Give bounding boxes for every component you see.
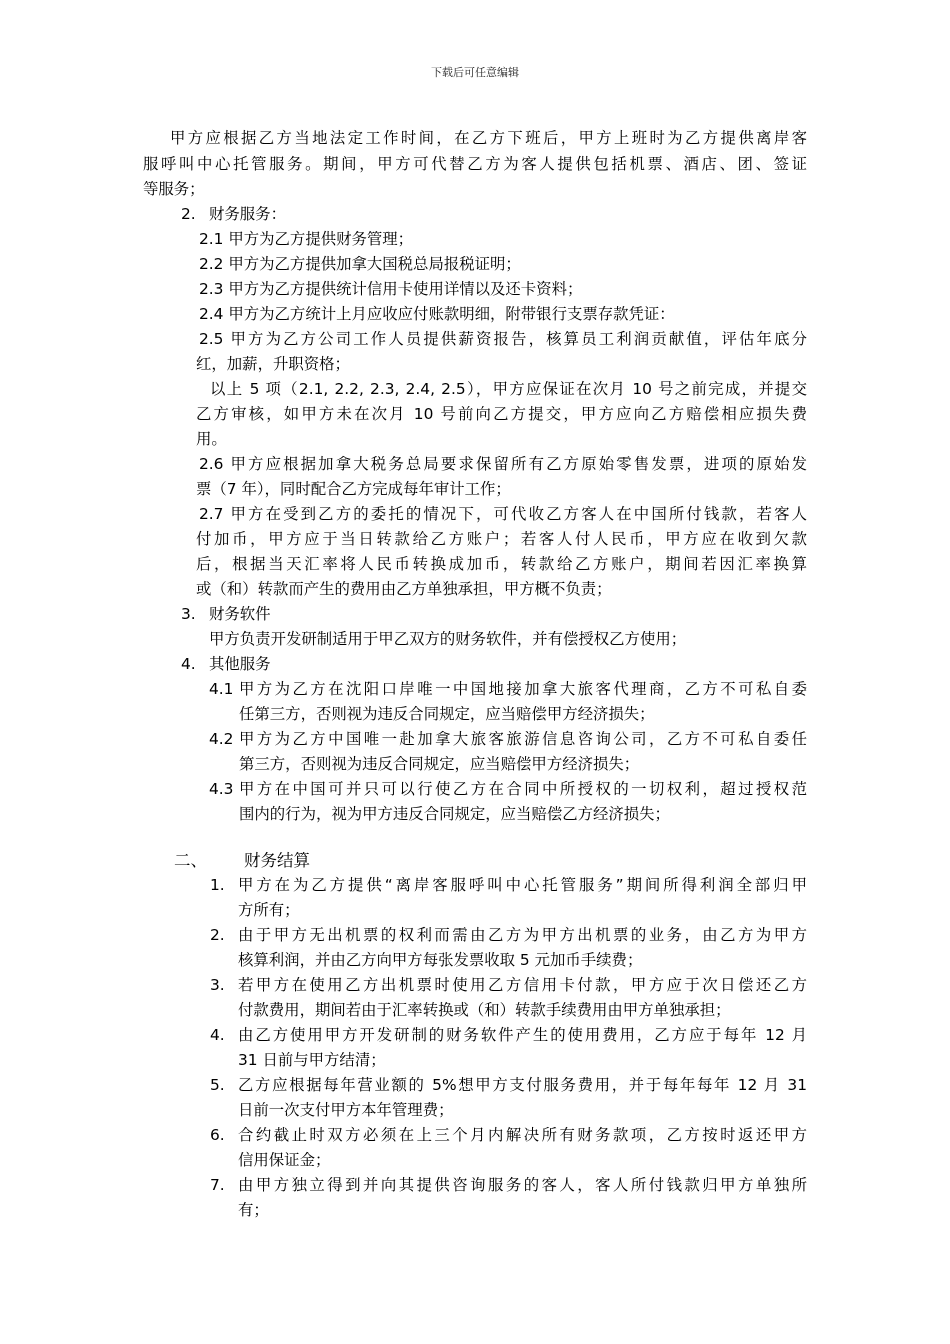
other-number: 4. xyxy=(181,655,196,673)
settlement-item-7-line-1: 由甲方独立得到并向其提供咨询服务的客人，客人所付钱款归甲方单独所 xyxy=(238,1176,807,1194)
settlement-item-3-line-1: 若甲方在使用乙方出机票时使用乙方信用卡付款，甲方应于次日偿还乙方 xyxy=(238,976,807,994)
settlement-item-5-number: 5. xyxy=(210,1076,225,1094)
settlement-item-1-number: 1. xyxy=(210,876,225,894)
finance-item-2-7-line-2: 付加币，甲方应于当日转款给乙方账户；若客人付人民币，甲方应在收到欠款 xyxy=(196,530,807,548)
finance-item-2-3: 2.3 甲方为乙方提供统计信用卡使用详情以及还卡资料； xyxy=(199,280,583,298)
settlement-item-4-number: 4. xyxy=(210,1026,225,1044)
finance-item-2-6-line-1: 2.6 甲方应根据加拿大税务总局要求保留所有乙方原始零售发票，进项的原始发 xyxy=(199,455,807,473)
settlement-item-4-line-2: 31 日前与甲方结清； xyxy=(238,1051,386,1069)
finance-note-line-1: 以上 5 项（2.1, 2.2, 2.3, 2.4, 2.5），甲方应保证在次月 10 号之前完成，并提交 xyxy=(210,380,807,398)
settlement-item-6-line-1: 合约截止时双方必须在上三个月内解决所有财务款项，乙方按时返还甲方 xyxy=(238,1126,807,1144)
settlement-item-1-line-2: 方所有； xyxy=(238,901,300,919)
settlement-item-2-line-1: 由于甲方无出机票的权利而需由乙方为甲方出机票的业务，由乙方为甲方 xyxy=(238,926,807,944)
finance-item-2-1: 2.1 甲方为乙方提供财务管理； xyxy=(199,230,414,248)
other-item-4-2-line-1: 甲方为乙方中国唯一赴加拿大旅客旅游信息咨询公司，乙方不可私自委任 xyxy=(239,730,807,748)
settlement-item-1-line-1: 甲方在为乙方提供“离岸客服呼叫中心托管服务”期间所得利润全部归甲 xyxy=(238,876,807,894)
finance-note-line-2: 乙方审核，如甲方未在次月 10 号前向乙方提交，甲方应向乙方赔偿相应损失费 xyxy=(196,405,807,423)
settlement-item-7-line-2: 有； xyxy=(238,1201,269,1219)
software-title: 财务软件 xyxy=(209,605,271,623)
intro-line-3: 等服务； xyxy=(143,180,205,198)
other-item-4-1-line-2: 任第三方，否则视为违反合同规定，应当赔偿甲方经济损失； xyxy=(239,705,655,723)
finance-item-2-2: 2.2 甲方为乙方提供加拿大国税总局报税证明； xyxy=(199,255,521,273)
finance-title: 财务服务： xyxy=(209,205,286,223)
intro-line-2: 服呼叫中心托管服务。期间，甲方可代替乙方为客人提供包括机票、酒店、团、签证 xyxy=(143,155,807,173)
finance-item-2-5-line-2: 红，加薪，升职资格； xyxy=(196,355,350,373)
intro-line-1: 甲方应根据乙方当地法定工作时间，在乙方下班后，甲方上班时为乙方提供离岸客 xyxy=(170,129,807,147)
other-item-4-3-line-2: 围内的行为，视为甲方违反合同规定，应当赔偿乙方经济损失； xyxy=(239,805,670,823)
settlement-item-7-number: 7. xyxy=(210,1176,225,1194)
finance-item-2-5-line-1: 2.5 甲方为乙方公司工作人员提供薪资报告，核算员工利润贡献值，评估年底分 xyxy=(199,330,807,348)
settlement-item-2-number: 2. xyxy=(210,926,225,944)
settlement-number: 二、 xyxy=(174,851,207,870)
finance-number: 2. xyxy=(181,205,196,223)
other-item-4-1-line-1: 甲方为乙方在沈阳口岸唯一中国地接加拿大旅客代理商，乙方不可私自委 xyxy=(239,680,807,698)
other-item-4-1-number: 4.1 xyxy=(209,680,234,698)
other-item-4-2-line-2: 第三方，否则视为违反合同规定，应当赔偿甲方经济损失； xyxy=(239,755,640,773)
settlement-item-5-line-1: 乙方应根据每年营业额的 5%想甲方支付服务费用，并于每年每年 12 月 31 xyxy=(238,1076,807,1094)
settlement-item-4-line-1: 由乙方使用甲方开发研制的财务软件产生的使用费用，乙方应于每年 12 月 xyxy=(238,1026,807,1044)
other-item-4-3-number: 4.3 xyxy=(209,780,234,798)
finance-item-2-4: 2.4 甲方为乙方统计上月应收应付账款明细，附带银行支票存款凭证： xyxy=(199,305,675,323)
finance-item-2-7-line-1: 2.7 甲方在受到乙方的委托的情况下，可代收乙方客人在中国所付钱款，若客人 xyxy=(199,505,807,523)
finance-note-line-3: 用。 xyxy=(196,430,227,448)
settlement-item-2-line-2: 核算利润，并由乙方向甲方每张发票收取 5 元加币手续费； xyxy=(238,951,643,969)
other-item-4-3-line-1: 甲方在中国可并只可以行使乙方在合同中所授权的一切权利，超过授权范 xyxy=(239,780,807,798)
header-note: 下载后可任意编辑 xyxy=(431,66,519,79)
settlement-item-6-line-2: 信用保证金； xyxy=(238,1151,331,1169)
settlement-item-6-number: 6. xyxy=(210,1126,225,1144)
settlement-item-5-line-2: 日前一次支付甲方本年管理费； xyxy=(238,1101,454,1119)
finance-item-2-7-line-4: 或（和）转款而产生的费用由乙方单独承担，甲方概不负责； xyxy=(196,580,612,598)
settlement-item-3-line-2: 付款费用，期间若由于汇率转换或（和）转款手续费用由甲方单独承担； xyxy=(238,1001,731,1019)
software-number: 3. xyxy=(181,605,196,623)
other-title: 其他服务 xyxy=(209,655,271,673)
finance-item-2-6-line-2: 票（7 年），同时配合乙方完成每年审计工作； xyxy=(196,480,511,498)
other-item-4-2-number: 4.2 xyxy=(209,730,234,748)
settlement-item-3-number: 3. xyxy=(210,976,225,994)
finance-item-2-7-line-3: 后，根据当天汇率将人民币转换成加币，转款给乙方账户，期间若因汇率换算 xyxy=(196,555,807,573)
software-body: 甲方负责开发研制适用于甲乙双方的财务软件，并有偿授权乙方使用； xyxy=(209,630,687,648)
settlement-title: 财务结算 xyxy=(244,851,310,870)
